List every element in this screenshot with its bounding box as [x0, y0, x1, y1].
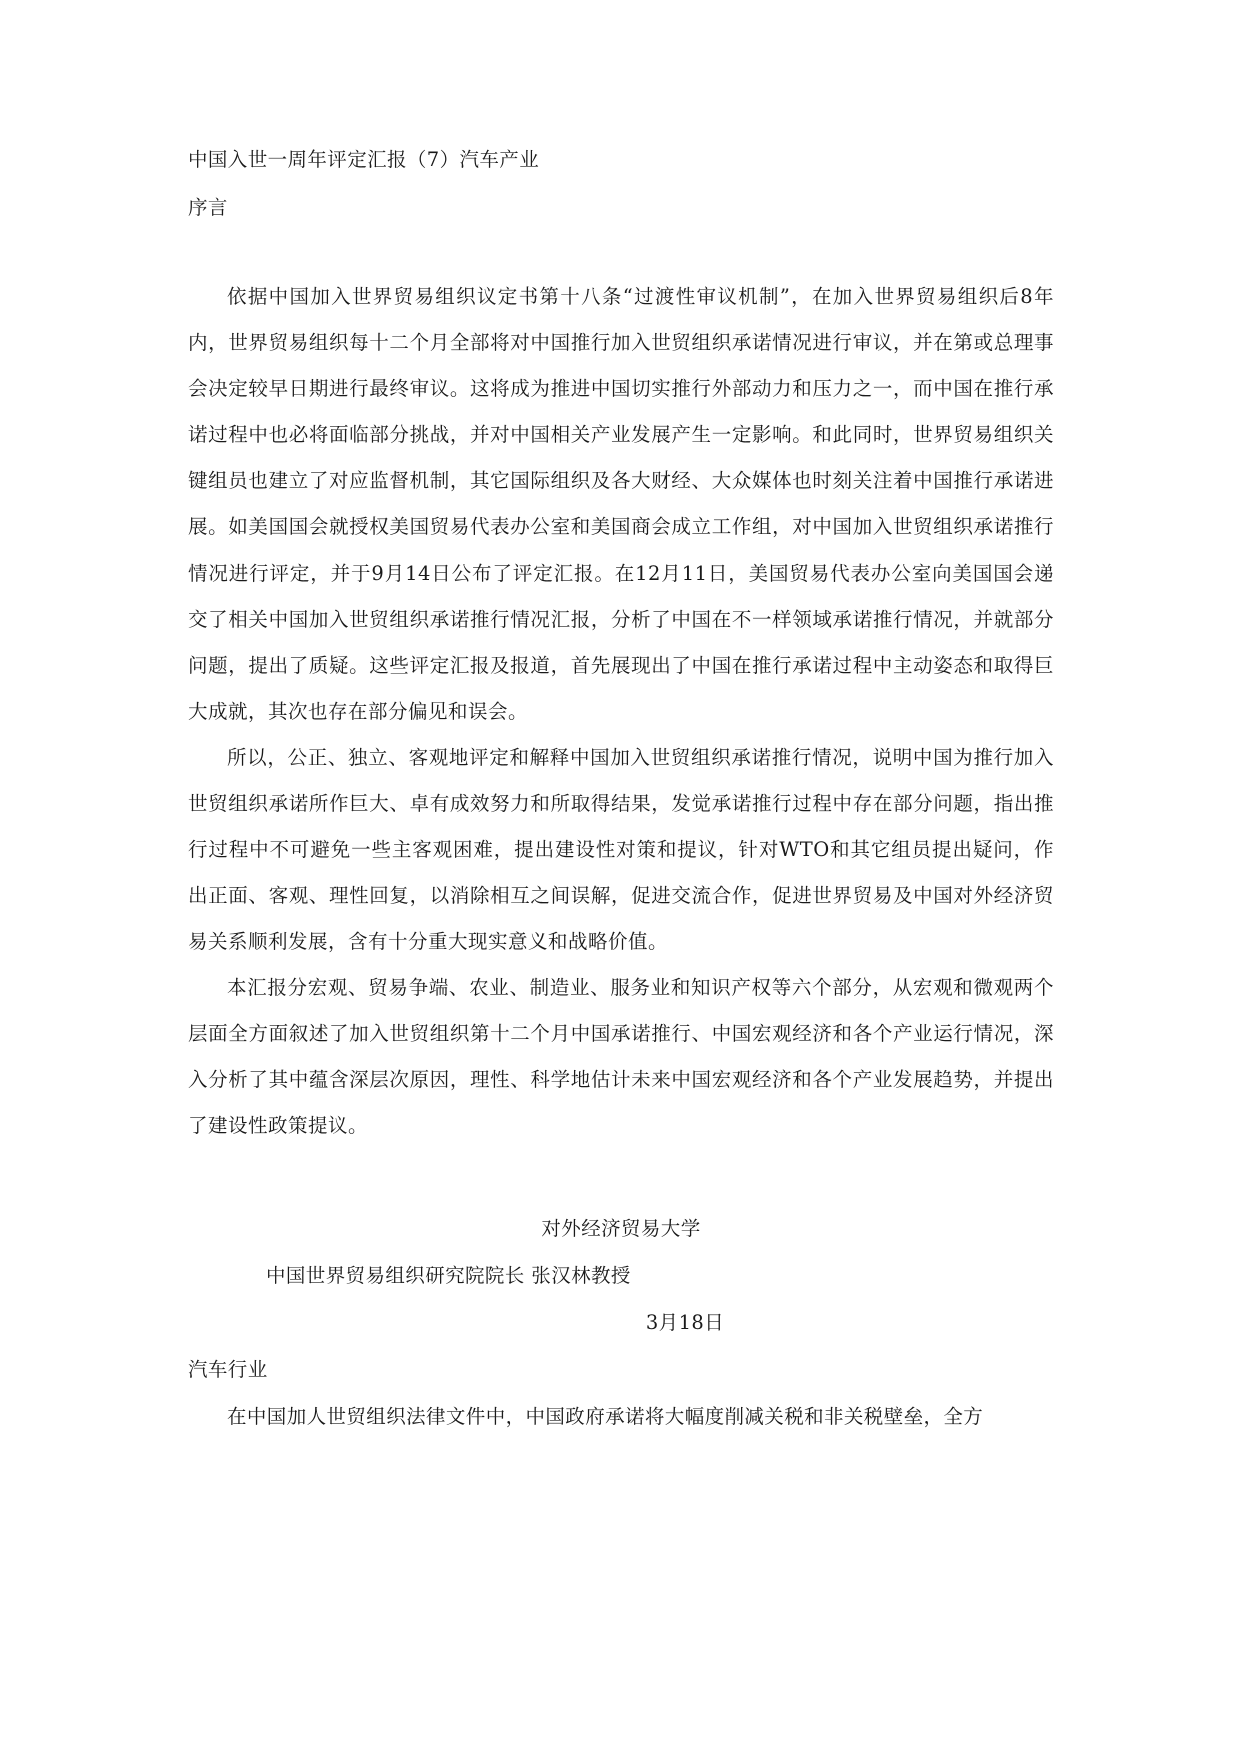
section-first-line: 在中国加人世贸组织法律文件中，中国政府承诺将大幅度削减关税和非关税壁垒，全方 — [227, 1405, 984, 1428]
section-heading: 汽车行业 — [188, 1358, 268, 1381]
preface-paragraph-1: 依据中国加入世界贸易组织议定书第十八条“过渡性审议机制”，在加入世界贸易组织后8年内，世界贸易组织每十二个月全部将对中国推行加入世贸组织承诺情况进行审议，并在第或总理事会决定较早日期进行最终审议。这将成为推进中国切实推行外部动力和压力之一，而中国在推行承诺过程中也必将面临部分挑战，并对中国相关产业发展产生一定影响。和此同时，世界贸易组织关键组员也建立了对应监督机制，其它国际组织及各大财经、大众媒体也时刻关注着中国推行承诺进展。如美国国会就授权美国贸易代表办公室和美国商会成立工作组，对中国加入世贸组织承诺推行情况进行评定，并于9月14日公布了评定汇报。在12月11日，美国贸易代表办公室向美国国会递交了相关中国加入世贸组织承诺推行情况汇报，分析了中国在不一样领域承诺推行情况，并就部分问题，提出了质疑。这些评定汇报及报道，首先展现出了中国在推行承诺过程中主动姿态和取得巨大成就，其次也存在部分偏见和误会。 — [188, 285, 1054, 723]
document-title: 中国入世一周年评定汇报（7）汽车产业 — [188, 148, 540, 171]
signature-date: 3月18日 — [645, 1311, 725, 1334]
preface-heading: 序言 — [188, 196, 228, 219]
signature-institution: 对外经济贸易大学 — [541, 1217, 701, 1240]
preface-paragraph-3: 本汇报分宏观、贸易争端、农业、制造业、服务业和知识产权等六个部分，从宏观和微观两个层面全方面叙述了加入世贸组织第十二个月中国承诺推行、中国宏观经济和各个产业运行情况，深入分析了其中蕴含深层次原因，理性、科学地估计未来中国宏观经济和各个产业发展趋势，并提出了建设性政策提议。 — [188, 976, 1054, 1138]
preface-paragraph-2: 所以，公正、独立、客观地评定和解释中国加入世贸组织承诺推行情况，说明中国为推行加入世贸组织承诺所作巨大、卓有成效努力和所取得结果，发觉承诺推行过程中存在部分问题，指出推行过程中不可避免一些主客观困难，提出建设性对策和提议，针对WTO和其它组员提出疑问，作出正面、客观、理性回复，以消除相互之间误解，促进交流合作，促进世界贸易及中国对外经济贸易关系顺利发展，含有十分重大现实意义和战略价值。 — [188, 746, 1054, 954]
signature-author: 中国世界贸易组织研究院院长 张汉林教授 — [266, 1264, 631, 1287]
